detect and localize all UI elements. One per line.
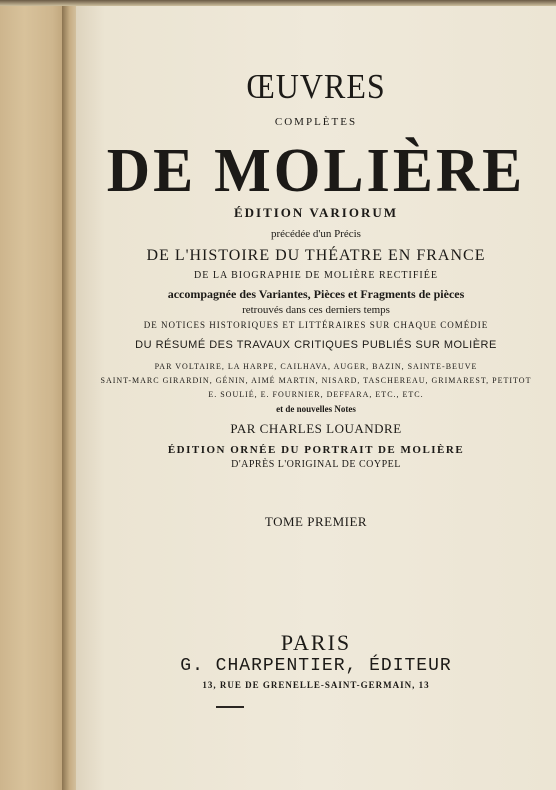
work-title: ŒUVRES — [246, 66, 386, 106]
edition-type: ÉDITION VARIORUM — [233, 205, 399, 220]
precedee-line: précédée d'un Précis — [271, 228, 361, 240]
critics-line-1: PAR VOLTAIRE, LA HARPE, CAILHAVA, AUGER, BAZIN, SAINTE-BEUVE — [154, 362, 478, 371]
biographie-line: DE LA BIOGRAPHIE DE MOLIÈRE RECTIFIÉE — [194, 270, 438, 281]
edition-ornee-line: ÉDITION ORNÉE DU PORTRAIT DE MOLIÈRE — [167, 444, 465, 456]
author-name: DE MOLIÈRE — [106, 135, 526, 205]
histoire-line: DE L'HISTOIRE DU THÉATRE EN FRANCE — [146, 247, 486, 264]
notices-line: DE NOTICES HISTORIQUES ET LITTÉRAIRES SUR CHAQUE COMÉDIE — [143, 320, 489, 330]
page-top-edge — [0, 0, 556, 6]
volume-label: TOME PREMIER — [264, 514, 368, 529]
left-page-edge — [0, 0, 70, 790]
retrouves-line: retrouvés dans ces derniers temps — [242, 304, 390, 316]
resume-line: DU RÉSUMÉ DES TRAVAUX CRITIQUES PUBLIÉS SUR MOLIÈRE — [135, 339, 497, 351]
editor-line: PAR CHARLES LOUANDRE — [230, 421, 402, 436]
dapres-line: D'APRÈS L'ORIGINAL DE COYPEL — [231, 459, 401, 470]
nouvelles-notes-line: et de nouvelles Notes — [276, 404, 356, 414]
critics-line-2: SAINT-MARC GIRARDIN, GÉNIN, AIMÉ MARTIN, NISARD, TASCHEREAU, GRIMAREST, PETITOT — [100, 376, 532, 385]
publisher-name: G. CHARPENTIER, ÉDITEUR — [180, 656, 452, 676]
closing-rule — [216, 706, 244, 708]
work-subtitle: COMPLÈTES — [274, 116, 358, 128]
accompagnee-line: accompagnée des Variantes, Pièces et Fragments de pièces — [167, 287, 465, 301]
publisher-address: 13, RUE DE GRENELLE-SAINT-GERMAIN, 13 — [202, 680, 430, 690]
critics-line-3: E. SOULIÉ, E. FOURNIER, DEFFARA, ETC., ETC. — [208, 390, 424, 399]
publication-city: PARIS — [280, 630, 352, 655]
